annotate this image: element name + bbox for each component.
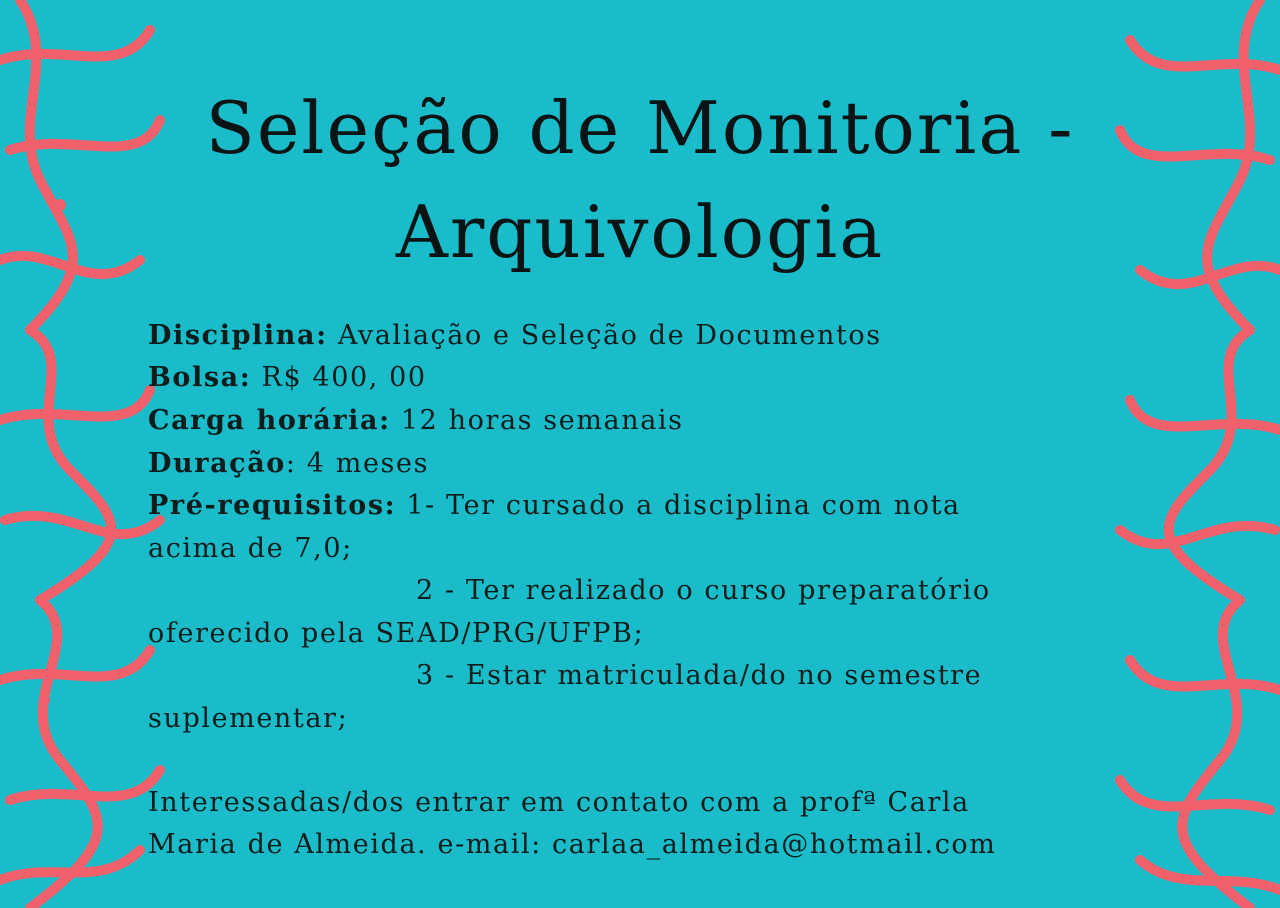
bolsa-value: R$ 400, 00 <box>251 362 427 393</box>
disciplina-label: Disciplina: <box>148 320 328 351</box>
carga-value: 12 horas semanais <box>390 405 684 436</box>
disciplina-value: Avaliação e Seleção de Documentos <box>327 320 882 351</box>
prereq-1a: 1- Ter cursado a disciplina com nota <box>396 490 961 521</box>
prereq-2a: 2 - Ter realizado o curso preparatório <box>416 575 991 606</box>
title-line-2: Arquivologia <box>395 190 885 274</box>
carga-label: Carga horária: <box>148 405 391 436</box>
prereq-3a: 3 - Estar matriculada/do no semestre <box>416 660 983 691</box>
prereq-3b: suplementar; <box>148 703 349 734</box>
duracao-value: : 4 meses <box>285 448 430 479</box>
carga-line <box>148 405 1148 436</box>
disciplina-line <box>148 320 1148 351</box>
prereq-label: Pré-requisitos: <box>148 490 397 521</box>
duracao-label: Duração <box>148 448 286 479</box>
duracao-line <box>148 448 1148 479</box>
prereq-2b: oferecido pela SEAD/PRG/UFPB; <box>148 618 645 649</box>
prereq-line-1 <box>148 490 1148 521</box>
prereq-1b: acima de 7,0; <box>148 533 353 564</box>
bolsa-line <box>148 362 1148 393</box>
title-line-1: Seleção de Monitoria - <box>205 86 1075 170</box>
contact-line-1: Interessadas/dos entrar em contato com a profª Carla <box>148 787 970 818</box>
contact-line-2: Maria de Almeida. e-mail: carlaa_almeida@hotmail.com <box>148 829 997 860</box>
bolsa-label: Bolsa: <box>148 362 252 393</box>
